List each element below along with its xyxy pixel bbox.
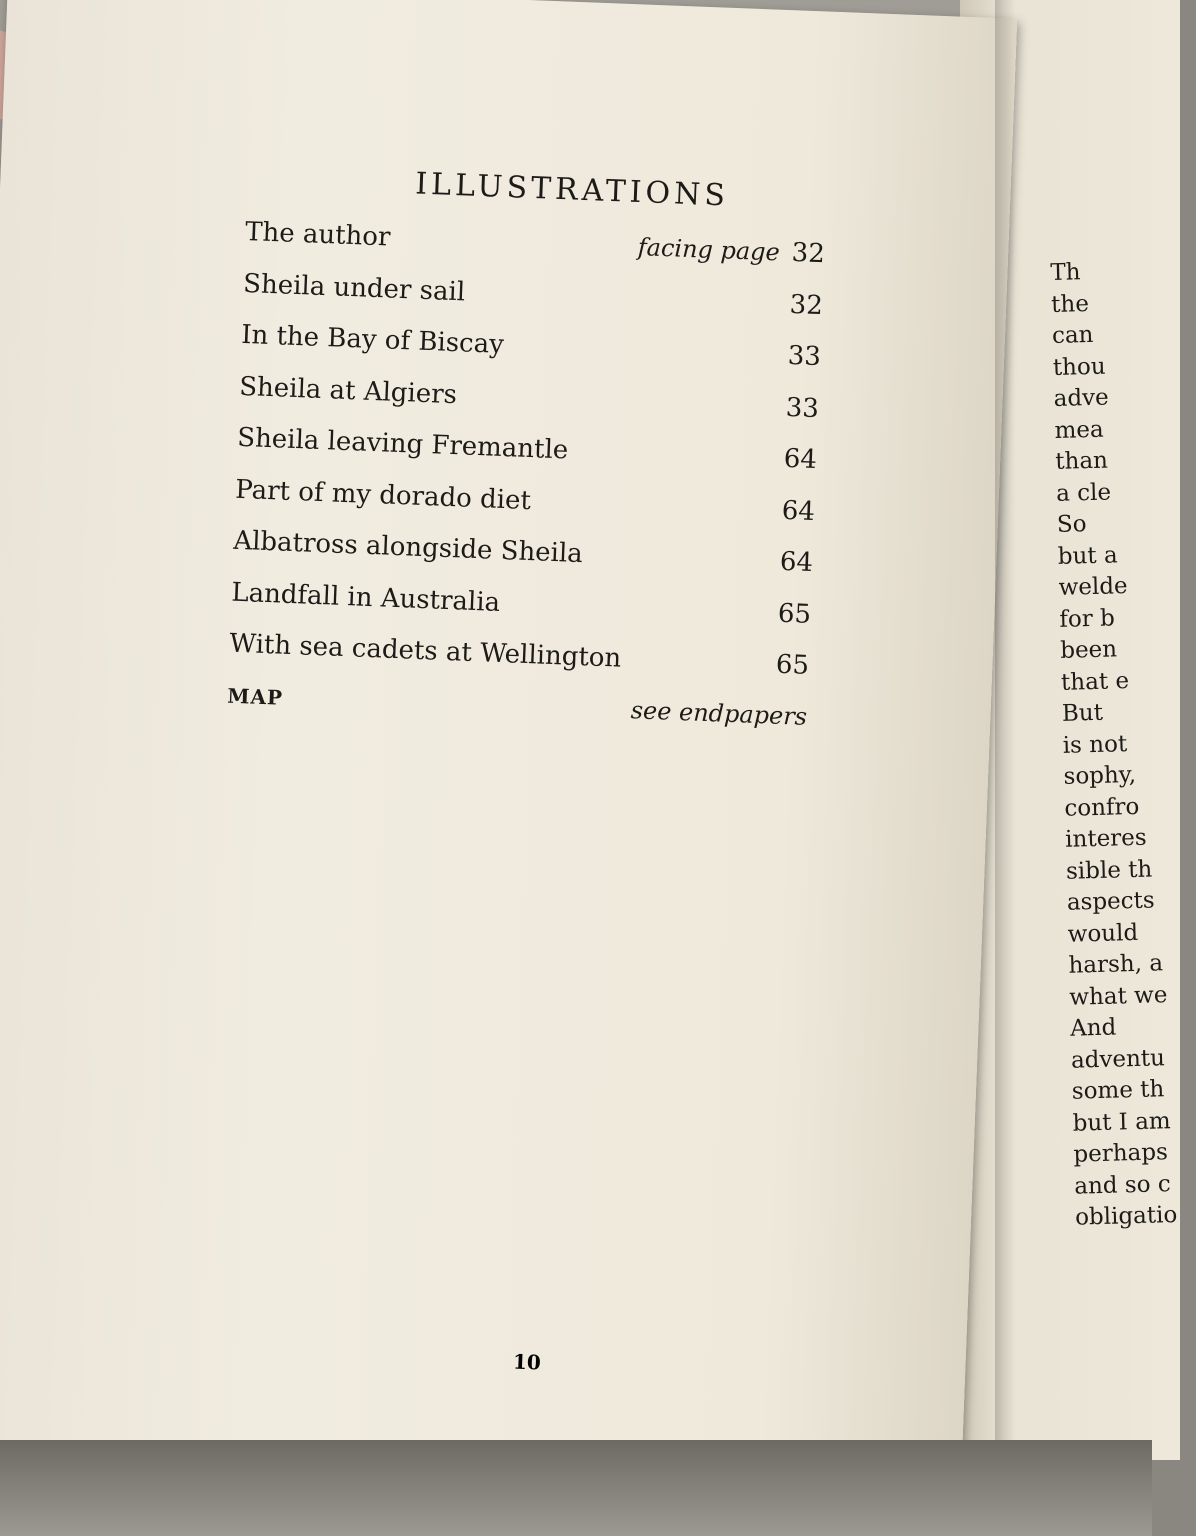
text-line: aspects — [1066, 887, 1155, 916]
facing-page-label: facing page — [637, 233, 781, 267]
text-line: sophy, — [1063, 761, 1137, 790]
page-ref: 64 — [783, 443, 818, 476]
text-line: But — [1061, 699, 1104, 727]
text-line: obligatio — [1074, 1202, 1178, 1231]
map-location: see endpapers — [630, 695, 808, 731]
illustration-title: Sheila leaving Fremantle — [236, 422, 569, 466]
page-ref: 32 — [791, 237, 826, 270]
text-line: harsh, a — [1068, 950, 1164, 979]
illustration-title: Part of my dorado diet — [234, 474, 532, 516]
illustration-title: The author — [244, 216, 391, 253]
illustration-title: Landfall in Australia — [230, 577, 501, 618]
text-line: the — [1050, 290, 1090, 318]
text-line: and so c — [1073, 1170, 1172, 1200]
map-title: MAP — [226, 683, 284, 710]
text-line: sible th — [1065, 856, 1153, 885]
page-ref: 33 — [787, 340, 822, 373]
text-line: but I am — [1072, 1107, 1171, 1137]
text-line: welde — [1058, 573, 1128, 601]
page-title: ILLUSTRATIONS — [414, 166, 730, 214]
text-line: but a — [1057, 541, 1118, 570]
text-line: that e — [1060, 667, 1130, 696]
page-ref: 65 — [775, 649, 810, 681]
book-gutter — [995, 0, 1015, 1450]
illustration-title: Sheila under sail — [242, 268, 466, 307]
page-number: 10 — [512, 1349, 542, 1375]
text-line: thou — [1052, 353, 1106, 381]
text-line: what we — [1069, 981, 1168, 1011]
text-line: been — [1059, 636, 1118, 664]
text-line: for b — [1059, 604, 1116, 633]
page-ref: 32 — [789, 289, 824, 321]
text-line: perhaps — [1073, 1139, 1169, 1168]
page-ref: 64 — [779, 546, 814, 578]
facing-page-text — [1050, 255, 1196, 1234]
illustration-title: In the Bay of Biscay — [240, 319, 505, 360]
page-ref: 33 — [785, 392, 820, 424]
text-line: can — [1051, 321, 1094, 349]
text-line: Th — [1050, 259, 1081, 286]
text-line: mea — [1054, 416, 1104, 444]
text-line: a cle — [1055, 478, 1112, 507]
illustrations-list — [226, 160, 828, 754]
text-line: And — [1069, 1014, 1117, 1042]
table-surface — [0, 1440, 1152, 1536]
text-line: So — [1056, 511, 1087, 538]
text-line: interes — [1064, 824, 1147, 853]
page-ref: 65 — [777, 598, 812, 630]
illustration-title: With sea cadets at Wellington — [228, 628, 622, 674]
text-line: than — [1054, 447, 1109, 475]
text-line: adve — [1053, 384, 1110, 412]
text-line: adventu — [1070, 1044, 1166, 1074]
illustration-title: Albatross alongside Sheila — [232, 525, 584, 570]
text-line: is not — [1062, 730, 1128, 759]
illustration-title: Sheila at Algiers — [238, 371, 458, 410]
text-line: confro — [1064, 793, 1140, 822]
text-line: would — [1067, 919, 1139, 948]
page-ref: 64 — [781, 495, 816, 527]
text-line: some th — [1071, 1076, 1165, 1105]
